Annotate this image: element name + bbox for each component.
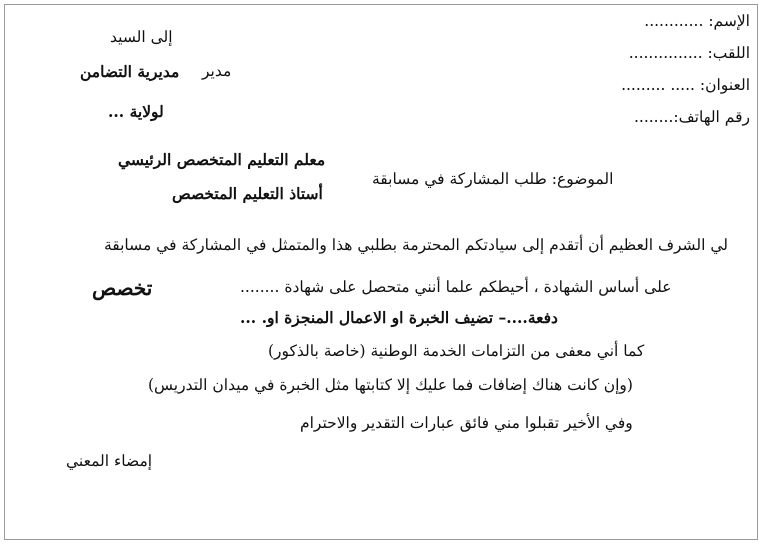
sender-address: العنوان: ..... .........	[621, 76, 750, 94]
recipient-to: إلى السيد	[110, 28, 173, 46]
sender-name: الإسم: ............	[644, 12, 750, 30]
recipient-director-label: مدير	[202, 62, 232, 80]
signature-label: إمضاء المعني	[66, 452, 153, 470]
body-line-2: على أساس الشهادة ، أحيطكم علما أنني متحصل على شهادة ........	[240, 278, 672, 296]
body-line-2-specialty: تخصص	[92, 276, 153, 300]
body-line-3: دفعة....– تضيف الخبرة او الاعمال المنجزة او. ...	[240, 308, 558, 327]
recipient-province: لولاية ...	[108, 102, 164, 121]
sender-phone: رقم الهاتف:........	[633, 108, 750, 126]
recipient-directorate: مديرية التضامن	[80, 62, 180, 81]
body-line-1: لي الشرف العظيم أن أتقدم إلى سيادتكم المحترمة بطلبي هذا والمتمثل في المشاركة في مسابقة	[103, 236, 728, 254]
subject-label: الموضوع: طلب المشاركة في مسابقة	[372, 170, 614, 188]
subject-option-2: أستاذ التعليم المتخصص	[172, 184, 323, 203]
body-line-4: كما أني معفى من التزامات الخدمة الوطنية (خاصة بالذكور)	[268, 342, 645, 360]
sender-surname: اللقب: ...............	[628, 44, 750, 62]
subject-option-1: معلم التعليم المتخصص الرئيسي	[118, 150, 326, 169]
body-line-6: وفي الأخير تقبلوا مني فائق عبارات التقدير والاحترام	[300, 414, 633, 432]
body-line-5: (وإن كانت هناك إضافات فما عليك إلا كتابتها مثل الخبرة في ميدان التدريس)	[148, 376, 633, 394]
